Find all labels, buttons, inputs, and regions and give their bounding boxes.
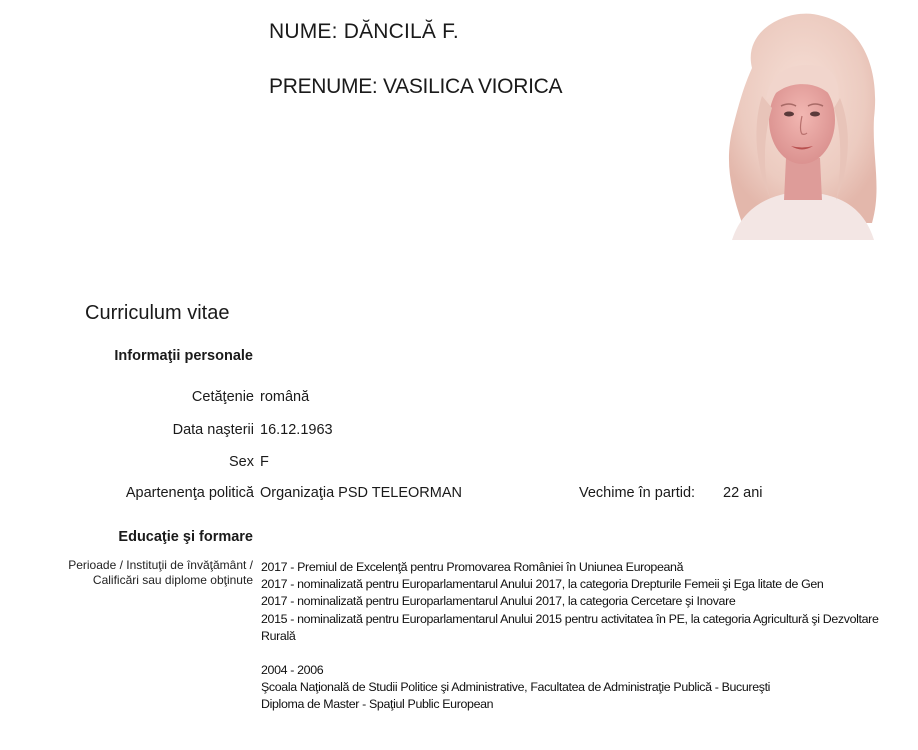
party-seniority-value: 22 ani (723, 485, 763, 501)
citizenship-value: română (260, 389, 310, 405)
portrait-icon (722, 8, 882, 240)
sex-label: Sex (229, 454, 254, 470)
birthdate-value: 16.12.1963 (260, 422, 333, 438)
birthdate-label: Data naşterii (172, 422, 254, 438)
education-entry: 2015 - nominalizată pentru Europarlamentarul Anului 2015 pentru activitatea în PE, la categoria Agricultură şi Dezvoltare Rurală (261, 611, 879, 643)
name-heading: NUME: DĂNCILĂ F. (269, 20, 459, 43)
political-affiliation-value: Organizaţia PSD TELEORMAN (260, 485, 462, 501)
education-label-line1: Perioade / Instituţii de învăţământ / (68, 558, 253, 572)
education-entry: 2017 - Premiul de Excelenţă pentru Promovarea României în Uniunea Europeană (261, 560, 684, 574)
personal-info-heading: Informaţii personale (114, 348, 253, 364)
education-entries (261, 559, 901, 714)
first-name-heading: PRENUME: VASILICA VIORICA (269, 75, 563, 98)
citizenship-label: Cetăţenie (191, 389, 254, 405)
education-label-line2: Calificări sau diplome obţinute (92, 573, 253, 587)
sex-value: F (260, 454, 269, 470)
education-diploma: Diploma de Master - Spaţiul Public European (261, 697, 494, 712)
education-entry: 2017 - nominalizată pentru Europarlamentarul Anului 2017, la categoria Drepturile Femeii şi Ega litate de Gen (261, 577, 824, 592)
cv-title: Curriculum vitae (85, 302, 230, 324)
education-label (23, 558, 253, 588)
political-affiliation-label: Apartenenţa politică (125, 485, 254, 501)
party-seniority-label: Vechime în partid: (579, 485, 696, 501)
education-institution: Şcoala Naţională de Studii Politice şi Administrative, Facultatea de Administraţie Publică - Bucureşti (261, 680, 771, 695)
portrait-photo (722, 8, 882, 240)
education-heading: Educaţie şi formare (118, 529, 253, 545)
education-period: 2004 - 2006 (261, 663, 324, 678)
education-entry: 2017 - nominalizată pentru Europarlamentarul Anului 2017, la categoria Cercetare şi Inovare (261, 594, 736, 609)
